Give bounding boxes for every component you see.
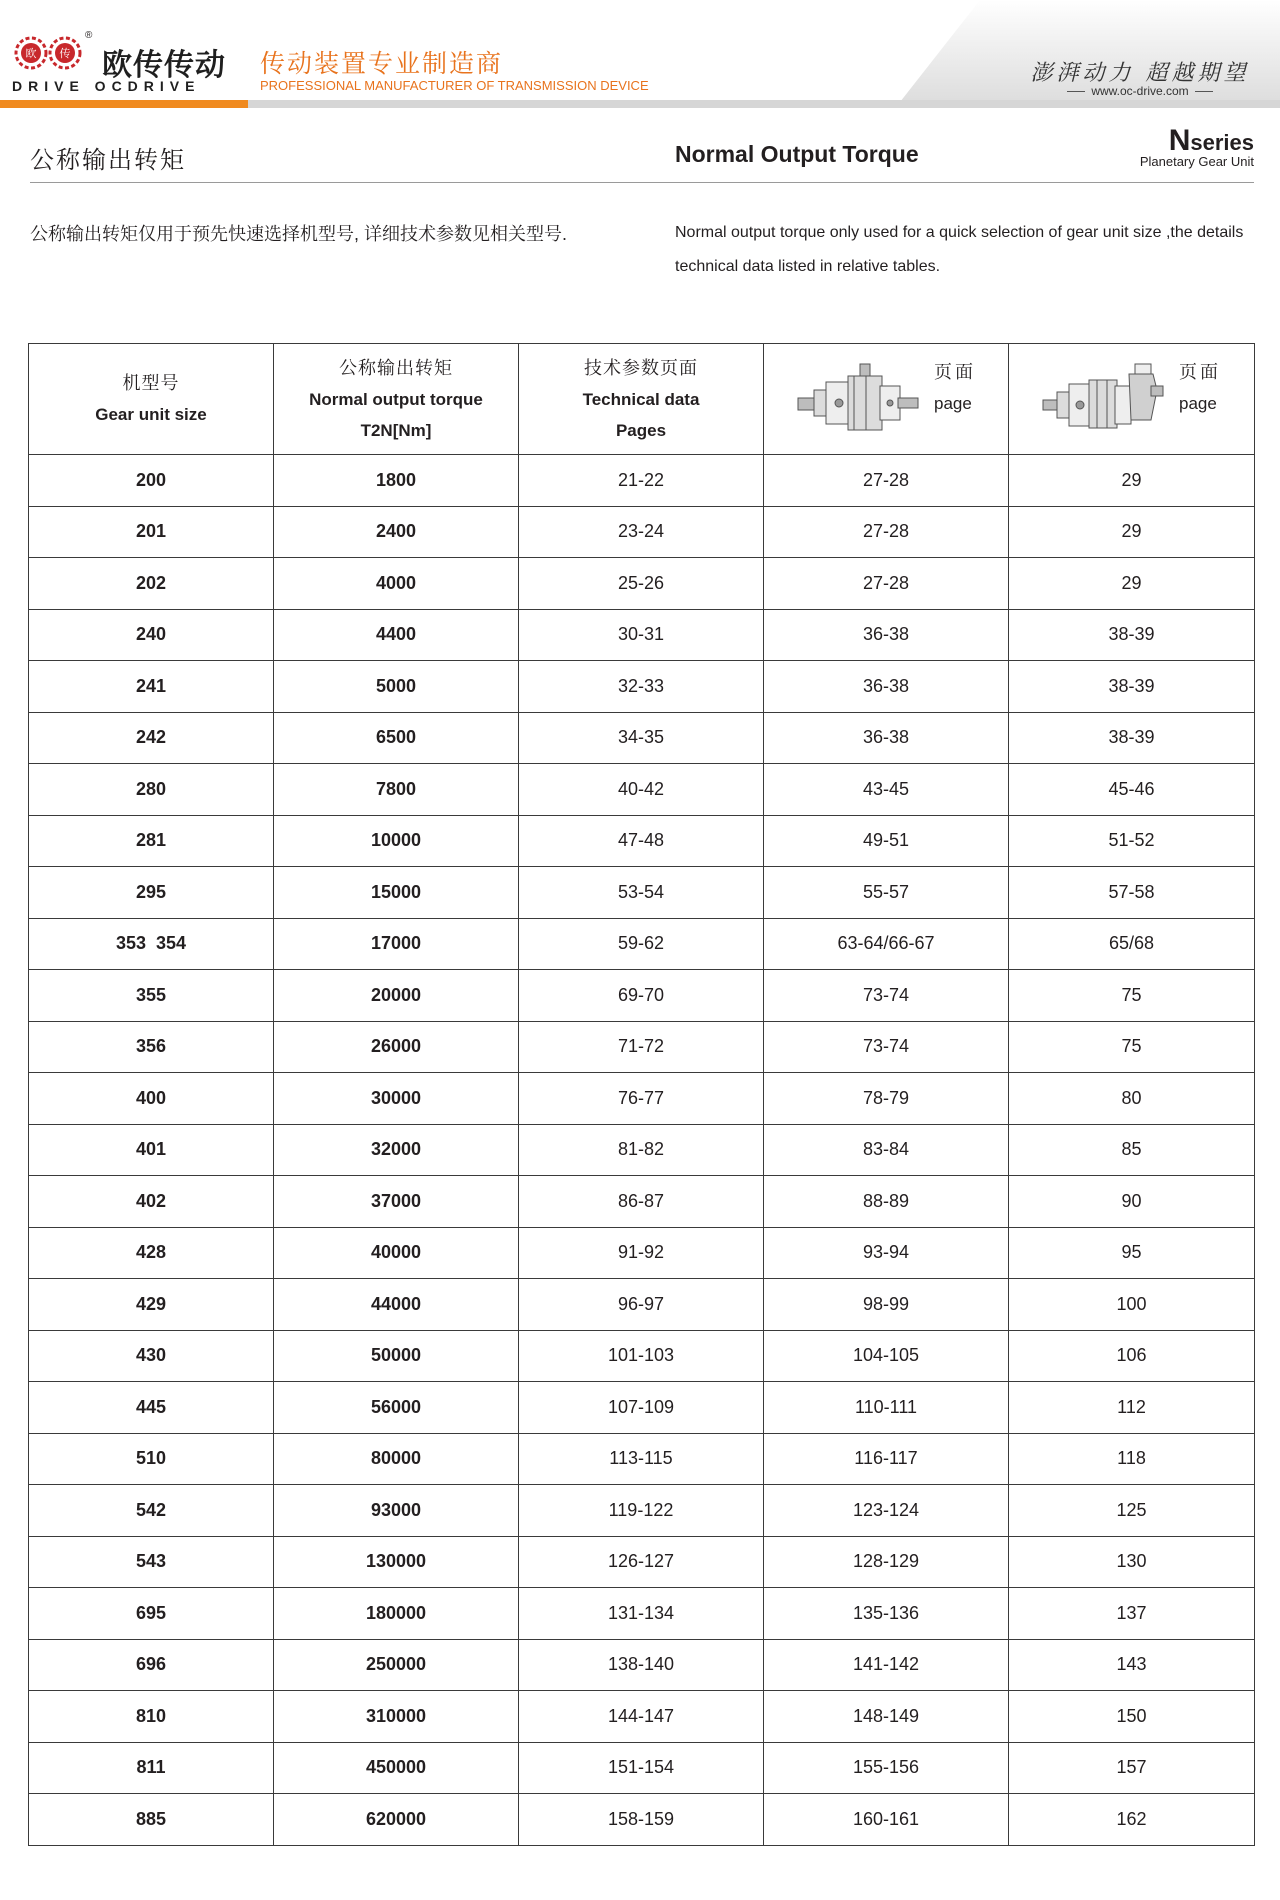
gear-unit-size-cell: 429 [29, 1279, 274, 1331]
table-row [29, 1021, 1255, 1073]
table-row [29, 918, 1255, 970]
header-orange-rule [0, 100, 248, 108]
parallel-page-cell: 27-28 [764, 558, 1009, 610]
parallel-page-cell: 155-156 [764, 1742, 1009, 1794]
section-title-cn: 公称输出转矩 [30, 147, 186, 174]
output-torque-cell: 1800 [274, 455, 519, 507]
intro-text-cn: 公称输出转矩仅用于预先快速选择机型号, 详细技术参数见相关型号. [30, 224, 567, 244]
parallel-page-cell: 36-38 [764, 609, 1009, 661]
brand-name-cn: 欧传传动 [102, 49, 226, 82]
header-en2: Pages [615, 420, 667, 440]
parallel-page-cell: 160-161 [764, 1794, 1009, 1846]
parallel-page-cell: 110-111 [764, 1382, 1009, 1434]
output-torque-cell: 10000 [274, 815, 519, 867]
series-subtitle: Planetary Gear Unit [1139, 154, 1254, 169]
table-row [29, 1124, 1255, 1176]
table-row [29, 970, 1255, 1022]
parallel-gear-unit-icon [794, 360, 924, 440]
tagline-en: PROFESSIONAL MANUFACTURER OF TRANSMISSION DEVICE [260, 78, 649, 93]
bevel-page-cell: 29 [1009, 558, 1255, 610]
gear-unit-size-cell: 201 [29, 506, 274, 558]
parallel-page-cell: 73-74 [764, 970, 1009, 1022]
gear-unit-size-cell: 543 [29, 1536, 274, 1588]
gear-unit-size-cell: 242 [29, 712, 274, 764]
header-en: Normal output torque [309, 389, 483, 409]
bevel-page-cell: 100 [1009, 1279, 1255, 1331]
header-unit: T2N[Nm] [360, 420, 432, 440]
gear-unit-size-cell: 356 [29, 1021, 274, 1073]
parallel-page-cell: 43-45 [764, 764, 1009, 816]
output-torque-cell: 4400 [274, 609, 519, 661]
header-en: Technical data [582, 389, 700, 409]
table-row [29, 609, 1255, 661]
technical-pages-cell: 25-26 [519, 558, 764, 610]
output-torque-cell: 130000 [274, 1536, 519, 1588]
header-cn: 技术参数页面 [584, 357, 698, 378]
technical-pages-cell: 69-70 [519, 970, 764, 1022]
header-page-label [934, 356, 976, 420]
table-row [29, 1794, 1255, 1846]
table-row [29, 1279, 1255, 1331]
header-en: page [1179, 394, 1217, 413]
header-gear-unit-size [29, 344, 274, 455]
technical-pages-cell: 151-154 [519, 1742, 764, 1794]
output-torque-cell: 450000 [274, 1742, 519, 1794]
website-link[interactable]: www.oc-drive.com [1030, 84, 1250, 98]
brand-name-en: DRIVE OCDRIVE [12, 78, 201, 94]
technical-pages-cell: 119-122 [519, 1485, 764, 1537]
parallel-page-cell: 27-28 [764, 455, 1009, 507]
technical-pages-cell: 113-115 [519, 1433, 764, 1485]
output-torque-cell: 26000 [274, 1021, 519, 1073]
header-cn: 页面 [934, 362, 976, 382]
parallel-page-cell: 49-51 [764, 815, 1009, 867]
parallel-page-cell: 123-124 [764, 1485, 1009, 1537]
output-torque-cell: 80000 [274, 1433, 519, 1485]
tagline-cn: 传动装置专业制造商 [260, 50, 504, 78]
parallel-page-cell: 55-57 [764, 867, 1009, 919]
gear-unit-size-cell: 353 354 [29, 918, 274, 970]
bevel-page-cell: 106 [1009, 1330, 1255, 1382]
table-body [29, 455, 1255, 1846]
output-torque-cell: 15000 [274, 867, 519, 919]
output-torque-cell: 20000 [274, 970, 519, 1022]
table-row [29, 815, 1255, 867]
gear-unit-size-cell: 295 [29, 867, 274, 919]
output-torque-cell: 310000 [274, 1691, 519, 1743]
table-header-row [29, 344, 1255, 455]
parallel-page-cell: 63-64/66-67 [764, 918, 1009, 970]
gear-unit-size-cell: 811 [29, 1742, 274, 1794]
section-title-en: Normal Output Torque [675, 141, 919, 167]
gear-unit-size-cell: 510 [29, 1433, 274, 1485]
parallel-page-cell: 36-38 [764, 712, 1009, 764]
table-row [29, 1691, 1255, 1743]
gear-unit-size-cell: 240 [29, 609, 274, 661]
bevel-page-cell: 75 [1009, 970, 1255, 1022]
gear-unit-size-cell: 885 [29, 1794, 274, 1846]
bevel-page-cell: 130 [1009, 1536, 1255, 1588]
table-row [29, 1176, 1255, 1228]
technical-pages-cell: 30-31 [519, 609, 764, 661]
parallel-page-cell: 83-84 [764, 1124, 1009, 1176]
table-row [29, 1639, 1255, 1691]
header-en: page [934, 394, 972, 413]
output-torque-cell: 180000 [274, 1588, 519, 1640]
technical-pages-cell: 91-92 [519, 1227, 764, 1279]
table-row [29, 867, 1255, 919]
output-torque-cell: 2400 [274, 506, 519, 558]
output-torque-cell: 50000 [274, 1330, 519, 1382]
gear-unit-size-cell: 400 [29, 1073, 274, 1125]
technical-pages-cell: 107-109 [519, 1382, 764, 1434]
table-row [29, 506, 1255, 558]
technical-pages-cell: 131-134 [519, 1588, 764, 1640]
header-gray-rule [248, 100, 1280, 108]
technical-pages-cell: 76-77 [519, 1073, 764, 1125]
table-row [29, 1485, 1255, 1537]
parallel-page-cell: 36-38 [764, 661, 1009, 713]
header-page-label [1179, 356, 1221, 420]
bevel-page-cell: 75 [1009, 1021, 1255, 1073]
table-row [29, 764, 1255, 816]
torque-table [28, 343, 1254, 1846]
header-normal-output-torque [274, 344, 519, 455]
bevel-page-cell: 65/68 [1009, 918, 1255, 970]
header-cn: 机型号 [122, 373, 180, 393]
registered-mark-icon: ® [85, 30, 93, 41]
bevel-page-cell: 150 [1009, 1691, 1255, 1743]
logo-mark-left: 欧 [25, 47, 37, 60]
intro-text-en: Normal output torque only used for a quick selection of gear unit size ,the details technical data listed in relative tables. [675, 224, 1244, 275]
header-cn: 公称输出转矩 [339, 357, 453, 378]
title-divider [30, 182, 1254, 183]
output-torque-cell: 30000 [274, 1073, 519, 1125]
table-row [29, 712, 1255, 764]
technical-pages-cell: 40-42 [519, 764, 764, 816]
header-technical-data-pages [519, 344, 764, 455]
technical-pages-cell: 158-159 [519, 1794, 764, 1846]
parallel-page-cell: 98-99 [764, 1279, 1009, 1331]
table-row [29, 1742, 1255, 1794]
output-torque-cell: 5000 [274, 661, 519, 713]
parallel-page-cell: 135-136 [764, 1588, 1009, 1640]
gear-unit-size-cell: 445 [29, 1382, 274, 1434]
series-word: series [1190, 130, 1254, 155]
parallel-page-cell: 128-129 [764, 1536, 1009, 1588]
logo-mark-right: 传 [59, 47, 71, 60]
gear-unit-size-cell: 542 [29, 1485, 274, 1537]
technical-pages-cell: 53-54 [519, 867, 764, 919]
output-torque-cell: 7800 [274, 764, 519, 816]
parallel-page-cell: 27-28 [764, 506, 1009, 558]
series-name [1169, 124, 1254, 158]
table-row [29, 558, 1255, 610]
gear-logo-icon [10, 30, 93, 76]
technical-pages-cell: 23-24 [519, 506, 764, 558]
gear-unit-size-cell: 428 [29, 1227, 274, 1279]
output-torque-cell: 56000 [274, 1382, 519, 1434]
bevel-page-cell: 157 [1009, 1742, 1255, 1794]
company-logo [10, 30, 226, 96]
bevel-page-cell: 57-58 [1009, 867, 1255, 919]
gear-unit-size-cell: 401 [29, 1124, 274, 1176]
output-torque-cell: 17000 [274, 918, 519, 970]
technical-pages-cell: 96-97 [519, 1279, 764, 1331]
technical-pages-cell: 126-127 [519, 1536, 764, 1588]
bevel-page-cell: 45-46 [1009, 764, 1255, 816]
header-bevel-page [1009, 344, 1255, 455]
parallel-page-cell: 93-94 [764, 1227, 1009, 1279]
bevel-page-cell: 162 [1009, 1794, 1255, 1846]
bevel-page-cell: 38-39 [1009, 609, 1255, 661]
bevel-page-cell: 80 [1009, 1073, 1255, 1125]
series-letter: N [1168, 124, 1191, 157]
parallel-page-cell: 148-149 [764, 1691, 1009, 1743]
output-torque-cell: 44000 [274, 1279, 519, 1331]
gear-unit-size-cell: 241 [29, 661, 274, 713]
bevel-page-cell: 90 [1009, 1176, 1255, 1228]
technical-pages-cell: 138-140 [519, 1639, 764, 1691]
bevel-page-cell: 95 [1009, 1227, 1255, 1279]
table-row [29, 1330, 1255, 1382]
table-row [29, 1588, 1255, 1640]
gear-unit-size-cell: 200 [29, 455, 274, 507]
bevel-page-cell: 29 [1009, 455, 1255, 507]
technical-pages-cell: 71-72 [519, 1021, 764, 1073]
gear-unit-size-cell: 810 [29, 1691, 274, 1743]
output-torque-cell: 93000 [274, 1485, 519, 1537]
bevel-page-cell: 112 [1009, 1382, 1255, 1434]
gear-unit-size-cell: 695 [29, 1588, 274, 1640]
table-row [29, 661, 1255, 713]
page-header [0, 0, 1280, 108]
table-row [29, 1227, 1255, 1279]
gear-unit-size-cell: 281 [29, 815, 274, 867]
bevel-page-cell: 38-39 [1009, 712, 1255, 764]
technical-pages-cell: 86-87 [519, 1176, 764, 1228]
output-torque-cell: 620000 [274, 1794, 519, 1846]
output-torque-cell: 32000 [274, 1124, 519, 1176]
technical-pages-cell: 101-103 [519, 1330, 764, 1382]
table-row [29, 1073, 1255, 1125]
output-torque-cell: 250000 [274, 1639, 519, 1691]
parallel-page-cell: 88-89 [764, 1176, 1009, 1228]
technical-pages-cell: 21-22 [519, 455, 764, 507]
parallel-page-cell: 141-142 [764, 1639, 1009, 1691]
output-torque-cell: 4000 [274, 558, 519, 610]
technical-pages-cell: 144-147 [519, 1691, 764, 1743]
bevel-page-cell: 137 [1009, 1588, 1255, 1640]
gear-unit-size-cell: 202 [29, 558, 274, 610]
output-torque-cell: 37000 [274, 1176, 519, 1228]
table-row [29, 1382, 1255, 1434]
gear-unit-size-cell: 355 [29, 970, 274, 1022]
table-row [29, 1536, 1255, 1588]
bevel-page-cell: 125 [1009, 1485, 1255, 1537]
bevel-page-cell: 51-52 [1009, 815, 1255, 867]
parallel-page-cell: 73-74 [764, 1021, 1009, 1073]
parallel-page-cell: 78-79 [764, 1073, 1009, 1125]
output-torque-cell: 6500 [274, 712, 519, 764]
table-row [29, 455, 1255, 507]
technical-pages-cell: 47-48 [519, 815, 764, 867]
gear-unit-size-cell: 430 [29, 1330, 274, 1382]
technical-pages-cell: 81-82 [519, 1124, 764, 1176]
parallel-page-cell: 104-105 [764, 1330, 1009, 1382]
bevel-page-cell: 143 [1009, 1639, 1255, 1691]
gear-unit-size-cell: 402 [29, 1176, 274, 1228]
gear-unit-size-cell: 280 [29, 764, 274, 816]
technical-pages-cell: 34-35 [519, 712, 764, 764]
bevel-gear-unit-icon [1039, 360, 1169, 440]
header-en: Gear unit size [95, 405, 207, 424]
parallel-page-cell: 116-117 [764, 1433, 1009, 1485]
technical-pages-cell: 59-62 [519, 918, 764, 970]
bevel-page-cell: 29 [1009, 506, 1255, 558]
slogan: 澎湃动力 超越期望 [1030, 61, 1250, 86]
gear-unit-size-cell: 696 [29, 1639, 274, 1691]
header-cn: 页面 [1179, 362, 1221, 382]
technical-pages-cell: 32-33 [519, 661, 764, 713]
bevel-page-cell: 85 [1009, 1124, 1255, 1176]
bevel-page-cell: 38-39 [1009, 661, 1255, 713]
table-row [29, 1433, 1255, 1485]
bevel-page-cell: 118 [1009, 1433, 1255, 1485]
output-torque-cell: 40000 [274, 1227, 519, 1279]
header-parallel-page [764, 344, 1009, 455]
